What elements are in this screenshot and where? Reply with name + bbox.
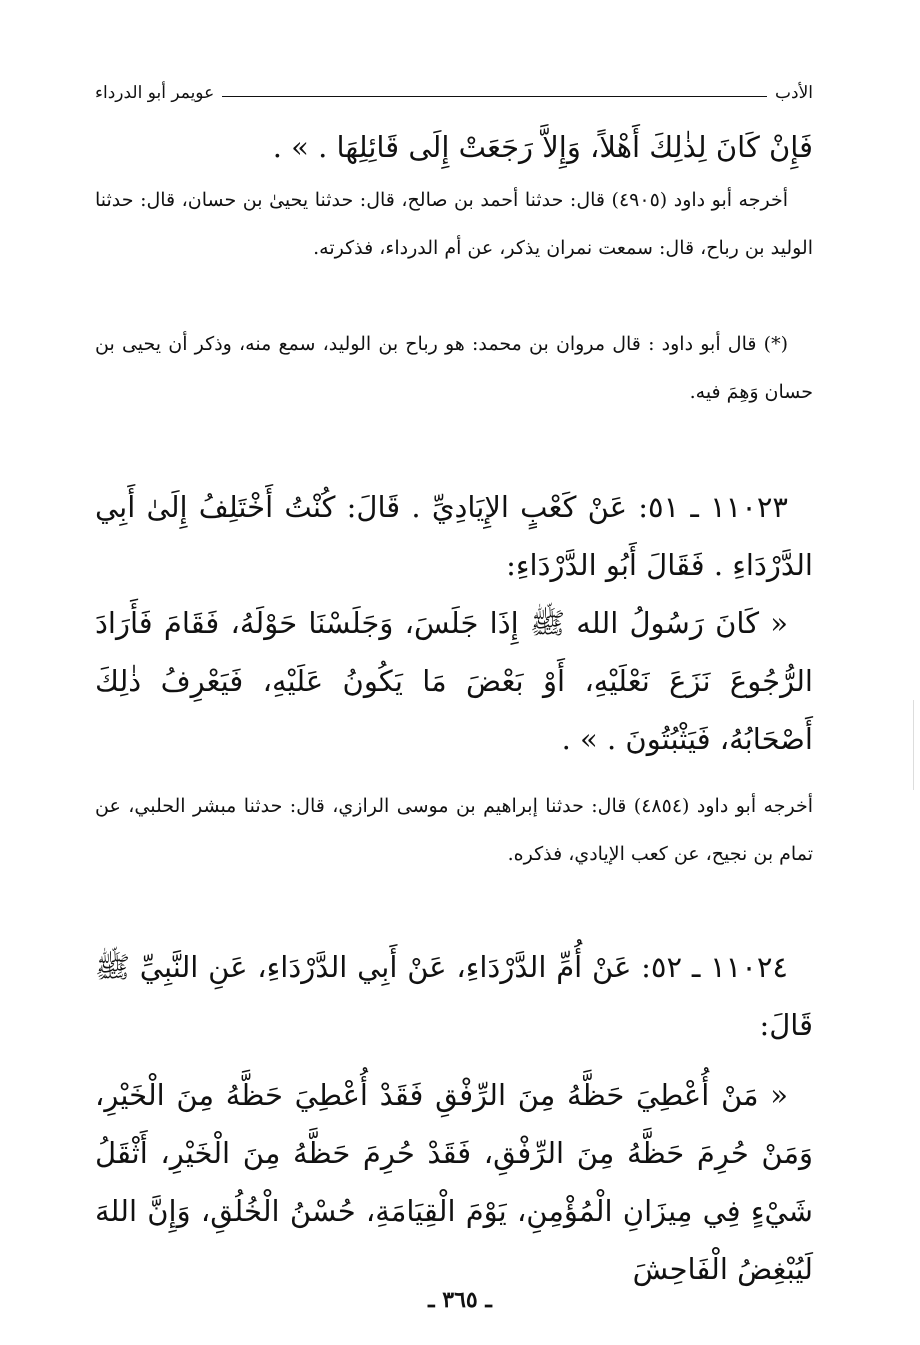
section-name: عويمر أبو الدرداء	[95, 83, 215, 103]
hadith-text-11023: « كَانَ رَسُولُ الله ﷺ إِذَا جَلَسَ، وَجَلَسْنَا حَوْلَهُ، فَقَامَ فَأَرَادَ الرُّجُوعَ نَزَعَ نَعْلَيْهِ، أَوْ بَعْضَ مَا يَكُونُ عَلَيْهِ، فَيَعْرِفُ ذٰلِكَ أَصْحَابُهُ، فَيَثْبُتُونَ . » .	[95, 606, 813, 756]
footnote-note: (*) قال أبو داود : قال مروان بن محمد: هو رباح بن الوليد، سمع منه، وذكر أن يحيى بن حسان وَهِمَ فيه.	[95, 333, 813, 403]
page-number: ـ ٣٦٥ ـ	[428, 1287, 492, 1313]
hadith-continuation: فَإِنْ كَانَ لِذٰلِكَ أَهْلاً، وَإِلاَّ رَجَعَتْ إِلَى قَائِلِهَا . » .	[272, 130, 813, 164]
chapter-title: الأدب	[775, 83, 813, 103]
hadith-text-11024: « مَنْ أُعْطِيَ حَظَّهُ مِنَ الرِّفْقِ فَقَدْ أُعْطِيَ حَظَّهُ مِنَ الْخَيْرِ، وَمَنْ حُرِمَ حَظَّهُ مِنَ الرِّفْقِ، فَقَدْ حُرِمَ حَظَّهُ مِنَ الْخَيْرِ، أَثْقَلُ شَيْءٍ فِي مِيزَانِ الْمُؤْمِنِ، يَوْمَ الْقِيَامَةِ، حُسْنُ الْخُلُقِ، وَإِنَّ اللهَ لَيُبْغِضُ الْفَاحِشَ	[95, 1078, 813, 1286]
takhrij-11023: أخرجه أبو داود (٤٨٥٤) قال: حدثنا إبراهيم بن موسى الرازي، قال: حدثنا مبشر الحلبي، عن تمام بن نجيح، عن كعب الإيادي، فذكره.	[95, 795, 813, 865]
hadith-heading-11023: ١١٠٢٣ ـ ٥١: عَنْ كَعْبٍ الإِيَادِيِّ . قَالَ: كُنْتُ أَخْتَلِفُ إِلَىٰ أَبِي الدَّرْدَاءِ . فَقَالَ أَبُو الدَّرْدَاءِ:	[95, 490, 813, 582]
running-header	[95, 78, 813, 108]
scan-edge	[913, 700, 914, 790]
takhrij-note: أخرجه أبو داود (٤٩٠٥) قال: حدثنا أحمد بن صالح، قال: حدثنا يحيىٰ بن حسان، قال: حدثنا الوليد بن رباح، قال: سمعت نمران يذكر، عن أم الدرداء، فذكرته.	[95, 189, 813, 259]
header-rule	[222, 96, 767, 97]
hadith-heading-11024: ١١٠٢٤ ـ ٥٢: عَنْ أُمِّ الدَّرْدَاءِ، عَنْ أَبِي الدَّرْدَاءِ، عَنِ النَّبِيِّ ﷺ قَالَ:	[95, 950, 813, 1042]
